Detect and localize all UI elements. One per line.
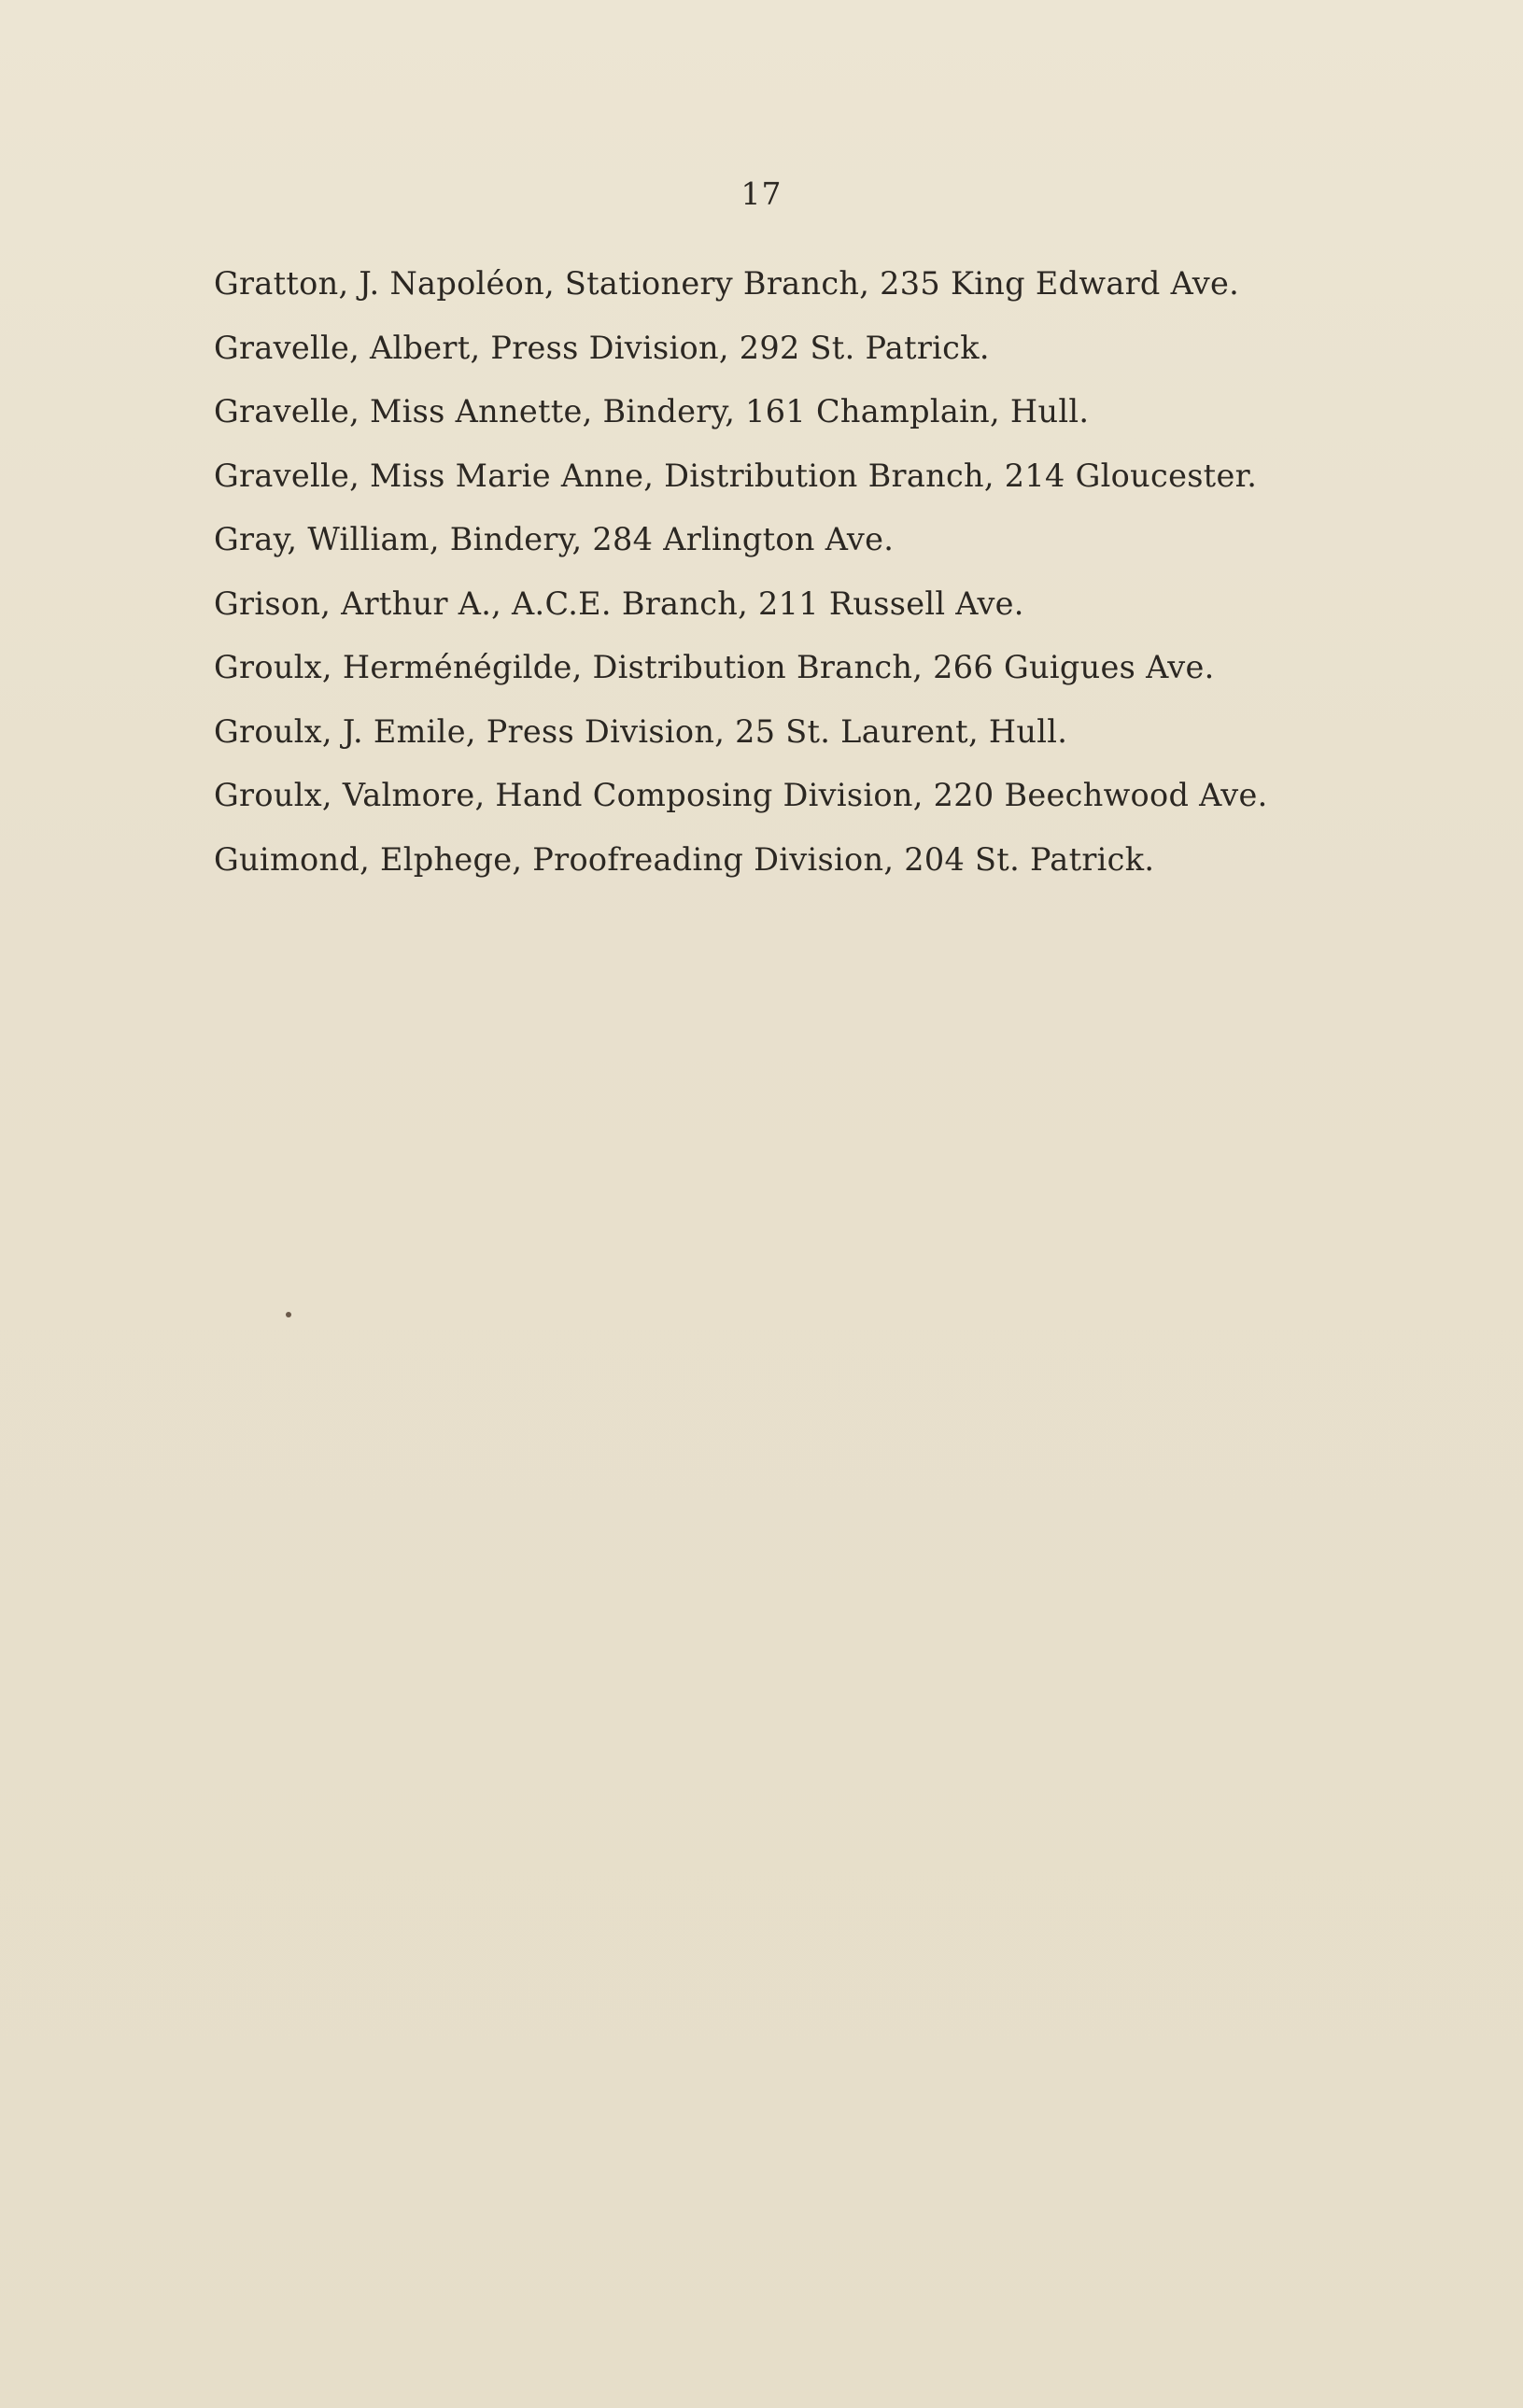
paper-speck	[286, 1312, 291, 1317]
directory-entry: Grison, Arthur A., A.C.E. Branch, 211 Russell Ave.	[214, 584, 1024, 622]
directory-entry: Gray, William, Bindery, 284 Arlington Ave.	[214, 521, 895, 557]
directory-entry: Gravelle, Miss Marie Anne, Distribution Branch, 214 Gloucester.	[214, 457, 1258, 494]
directory-entry: Groulx, Valmore, Hand Composing Division, 220 Beechwood Ave.	[214, 777, 1268, 813]
page-number: 17	[740, 176, 783, 212]
directory-entry: Gratton, J. Napoléon, Stationery Branch, 235 King Edward Ave.	[214, 265, 1240, 302]
directory-entry: Guimond, Elphege, Proofreading Division, 204 St. Patrick.	[214, 840, 1155, 878]
directory-entry: Groulx, J. Emile, Press Division, 25 St. Laurent, Hull.	[214, 712, 1068, 750]
directory-entry: Groulx, Herménégilde, Distribution Branch, 266 Guigues Ave.	[214, 649, 1215, 685]
directory-entry: Gravelle, Albert, Press Division, 292 St. Patrick.	[214, 329, 990, 366]
directory-list	[214, 252, 1372, 892]
directory-entry: Gravelle, Miss Annette, Bindery, 161 Champlain, Hull.	[214, 393, 1090, 429]
